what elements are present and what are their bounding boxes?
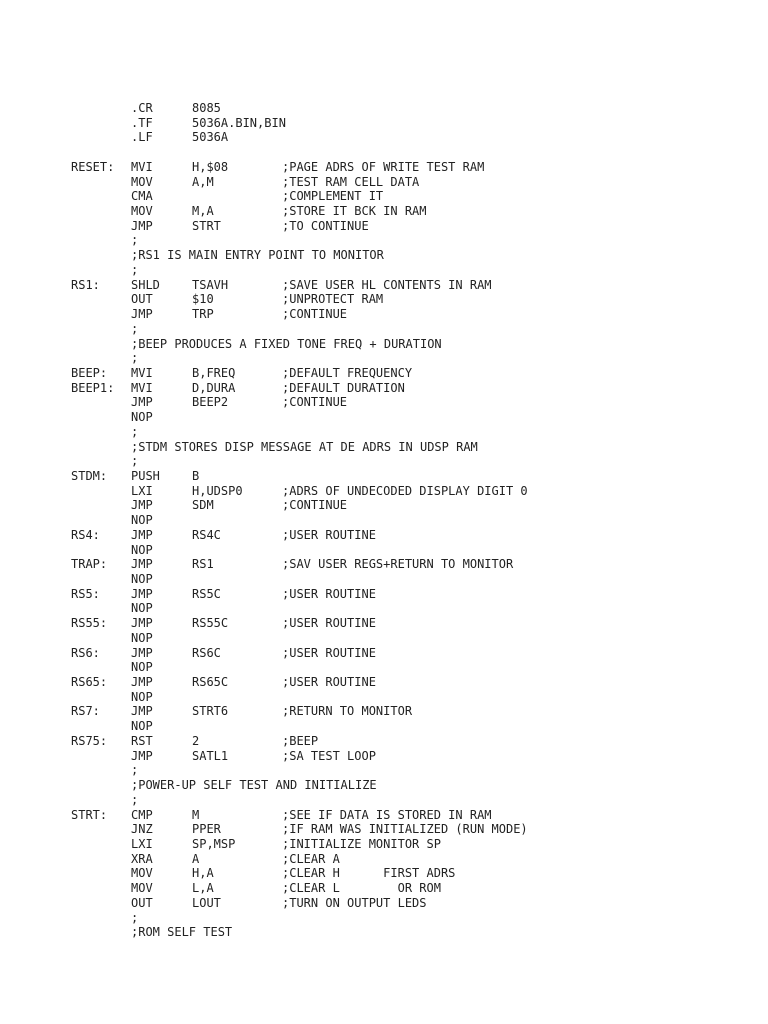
code-operand: TRP: [192, 307, 214, 322]
code-operand: RS4C: [192, 527, 221, 542]
code-mnemonic: ;RS1 IS MAIN ENTRY POINT TO MONITOR: [131, 248, 384, 263]
code-operand: H,UDSP0: [192, 483, 243, 498]
code-comment: ;USER ROUTINE: [282, 527, 376, 542]
code-comment: ;CLEAR A: [282, 851, 340, 866]
code-label: RESET:: [71, 159, 115, 174]
code-comment: ;STORE IT BCK IN RAM: [282, 204, 427, 219]
code-operand: M,A: [192, 204, 214, 219]
code-label: RS4:: [71, 527, 100, 542]
code-comment: ;TURN ON OUTPUT LEDS: [282, 895, 427, 910]
code-mnemonic: ;STDM STORES DISP MESSAGE AT DE ADRS IN UDSP RAM: [131, 439, 478, 454]
code-label: RS1:: [71, 277, 100, 292]
code-operand: $10: [192, 292, 214, 307]
code-operand: SATL1: [192, 748, 229, 763]
code-mnemonic: MOV: [131, 866, 153, 881]
code-comment: ;USER ROUTINE: [282, 616, 376, 631]
code-comment: ;CLEAR H FIRST ADRS: [282, 866, 456, 881]
code-operand: H,A: [192, 866, 214, 881]
code-operand: B: [192, 468, 200, 483]
code-mnemonic: JMP: [131, 748, 153, 763]
code-mnemonic: MVI: [131, 380, 153, 395]
code-comment: ;CLEAR L OR ROM: [282, 881, 441, 896]
code-mnemonic: ;POWER-UP SELF TEST AND INITIALIZE: [131, 778, 377, 793]
code-operand: SDM: [192, 498, 214, 513]
code-label: STRT:: [71, 807, 108, 822]
code-mnemonic: ;: [131, 233, 139, 248]
code-mnemonic: ;BEEP PRODUCES A FIXED TONE FREQ + DURATION: [131, 336, 442, 351]
code-mnemonic: .CR: [131, 101, 153, 115]
code-mnemonic: NOP: [131, 542, 153, 557]
code-comment: ;DEFAULT DURATION: [282, 380, 405, 395]
code-mnemonic: ;: [131, 424, 139, 439]
code-operand: LOUT: [192, 895, 221, 910]
code-operand: TSAVH: [192, 277, 229, 292]
code-label: RS55:: [71, 616, 108, 631]
code-comment: ;INITIALIZE MONITOR SP: [282, 836, 441, 851]
code-mnemonic: ;: [131, 763, 139, 778]
code-mnemonic: JMP: [131, 307, 153, 322]
code-comment: ;IF RAM WAS INITIALIZED (RUN MODE): [282, 822, 528, 837]
code-label: BEEP1:: [71, 380, 115, 395]
code-comment: ;SEE IF DATA IS STORED IN RAM: [282, 807, 492, 822]
code-mnemonic: SHLD: [131, 277, 160, 292]
code-mnemonic: .LF: [131, 130, 153, 145]
code-label: RS7:: [71, 704, 100, 719]
code-mnemonic: NOP: [131, 572, 153, 586]
code-label: RS6:: [71, 645, 100, 660]
code-mnemonic: NOP: [131, 689, 153, 704]
code-mnemonic: NOP: [131, 660, 153, 675]
code-mnemonic: JMP: [131, 557, 153, 572]
code-operand: STRT: [192, 218, 221, 233]
code-operand: H,$08: [192, 159, 229, 174]
code-comment: ;PAGE ADRS OF WRITE TEST RAM: [282, 159, 485, 174]
code-mnemonic: JMP: [131, 218, 153, 233]
code-mnemonic: NOP: [131, 719, 153, 734]
code-label: RS5:: [71, 586, 100, 601]
code-operand: STRT6: [192, 704, 229, 719]
code-mnemonic: MOV: [131, 204, 153, 219]
code-label: RS75:: [71, 733, 108, 748]
code-comment: ;CONTINUE: [282, 395, 348, 410]
code-comment: ;TO CONTINUE: [282, 218, 369, 233]
code-comment: ;USER ROUTINE: [282, 645, 376, 660]
code-mnemonic: ;: [131, 454, 139, 469]
code-operand: 2: [192, 733, 200, 748]
code-comment: ;CONTINUE: [282, 498, 348, 513]
code-mnemonic: NOP: [131, 513, 153, 528]
code-mnemonic: MVI: [131, 365, 153, 380]
code-operand: L,A: [192, 881, 214, 896]
code-mnemonic: .TF: [131, 115, 153, 130]
code-mnemonic: ;: [131, 321, 139, 336]
code-operand: D,DURA: [192, 380, 236, 395]
code-mnemonic: NOP: [131, 410, 153, 425]
code-label: BEEP:: [71, 365, 108, 380]
code-mnemonic: JMP: [131, 395, 153, 410]
code-operand: RS1: [192, 557, 214, 572]
code-mnemonic: ;: [131, 262, 139, 277]
code-mnemonic: OUT: [131, 292, 153, 307]
code-mnemonic: XRA: [131, 851, 153, 866]
code-mnemonic: RST: [131, 733, 153, 748]
code-comment: ;ADRS OF UNDECODED DISPLAY DIGIT 0: [282, 483, 528, 498]
code-mnemonic: ;: [131, 792, 139, 807]
code-operand: RS6C: [192, 645, 221, 660]
code-operand: B,FREQ: [192, 365, 236, 380]
code-operand: PPER: [192, 822, 221, 837]
code-mnemonic: LXI: [131, 836, 153, 851]
code-comment: ;SA TEST LOOP: [282, 748, 376, 763]
code-mnemonic: NOP: [131, 630, 153, 645]
code-mnemonic: JMP: [131, 586, 153, 601]
code-mnemonic: CMP: [131, 807, 153, 822]
code-comment: ;CONTINUE: [282, 307, 348, 322]
code-operand: A: [192, 851, 200, 866]
code-operand: 5036A.BIN,BIN: [192, 115, 286, 130]
code-mnemonic: JMP: [131, 645, 153, 660]
code-label: RS65:: [71, 675, 108, 690]
code-mnemonic: JMP: [131, 616, 153, 631]
code-mnemonic: OUT: [131, 895, 153, 910]
code-mnemonic: NOP: [131, 601, 153, 616]
code-mnemonic: MOV: [131, 881, 153, 896]
code-mnemonic: MOV: [131, 174, 153, 189]
code-operand: 5036A: [192, 130, 229, 145]
code-comment: ;SAV USER REGS+RETURN TO MONITOR: [282, 557, 514, 572]
code-mnemonic: MVI: [131, 159, 153, 174]
code-mnemonic: JMP: [131, 675, 153, 690]
code-comment: ;SAVE USER HL CONTENTS IN RAM: [282, 277, 492, 292]
code-label: TRAP:: [71, 557, 108, 572]
code-label: STDM:: [71, 468, 108, 483]
code-mnemonic: PUSH: [131, 468, 160, 483]
code-comment: ;RETURN TO MONITOR: [282, 704, 413, 719]
code-comment: ;USER ROUTINE: [282, 586, 376, 601]
code-mnemonic: JMP: [131, 704, 153, 719]
code-operand: BEEP2: [192, 395, 229, 410]
code-comment: ;COMPLEMENT IT: [282, 189, 384, 204]
code-mnemonic: ;: [131, 351, 139, 366]
code-comment: ;DEFAULT FREQUENCY: [282, 365, 413, 380]
code-comment: ;BEEP: [282, 733, 319, 748]
code-mnemonic: ;: [131, 910, 139, 925]
code-operand: RS5C: [192, 586, 221, 601]
code-mnemonic: JMP: [131, 498, 153, 513]
code-mnemonic: ;ROM SELF TEST: [131, 925, 233, 940]
code-comment: ;TEST RAM CELL DATA: [282, 174, 420, 189]
code-operand: RS55C: [192, 616, 229, 631]
code-operand: A,M: [192, 174, 214, 189]
code-operand: SP,MSP: [192, 836, 236, 851]
code-mnemonic: LXI: [131, 483, 153, 498]
code-operand: 8085: [192, 101, 221, 115]
code-comment: ;USER ROUTINE: [282, 675, 376, 690]
code-comment: ;UNPROTECT RAM: [282, 292, 384, 307]
code-mnemonic: JNZ: [131, 822, 153, 837]
code-operand: M: [192, 807, 200, 822]
code-mnemonic: JMP: [131, 527, 153, 542]
code-operand: RS65C: [192, 675, 229, 690]
code-mnemonic: CMA: [131, 189, 153, 204]
